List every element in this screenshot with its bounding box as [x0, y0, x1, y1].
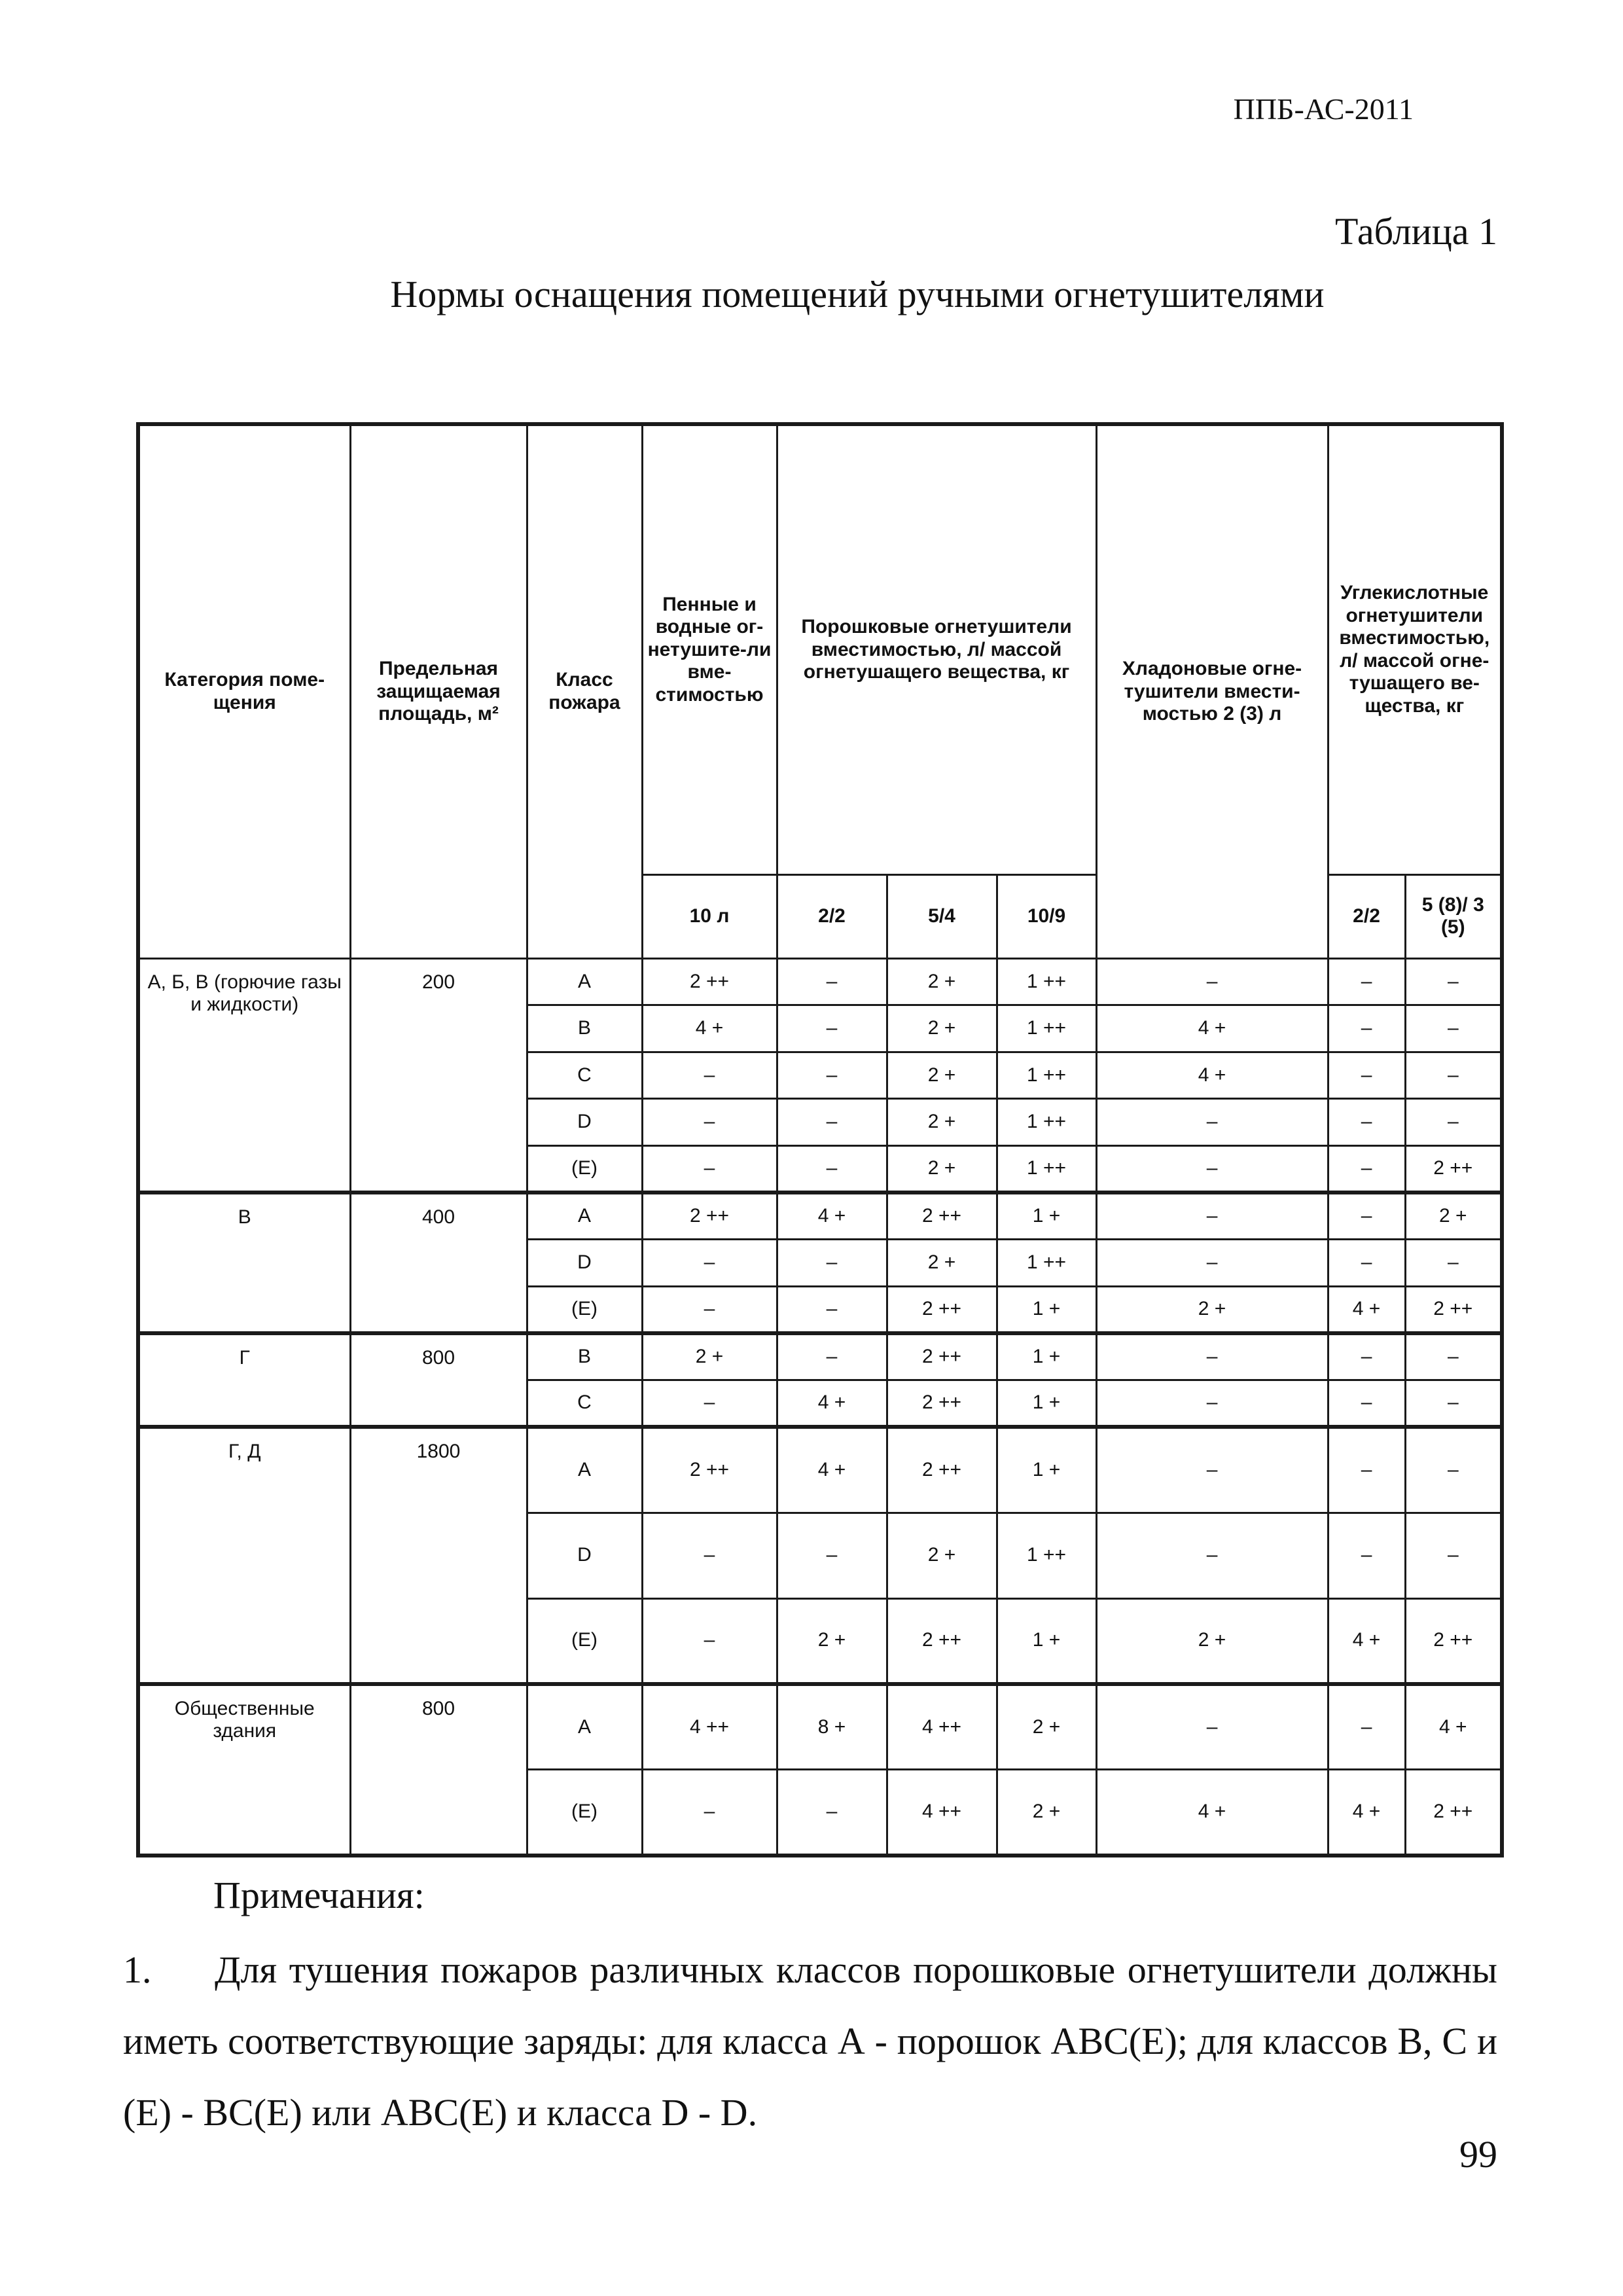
foam-10l-cell: – [642, 1380, 777, 1427]
subheader-co2-2-2: 2/2 [1328, 874, 1405, 958]
co2-2-2-cell: 4 + [1328, 1598, 1405, 1684]
co2-2-2-cell: 4 + [1328, 1286, 1405, 1333]
table-body [138, 958, 1502, 1856]
table-row [138, 1427, 1502, 1513]
powder-10-9-cell: 1 ++ [997, 1052, 1096, 1099]
foam-10l-cell: – [642, 1240, 777, 1287]
subheader-powder-2-2: 2/2 [777, 874, 887, 958]
category-cell: В [138, 1193, 350, 1333]
powder-10-9-cell: 1 ++ [997, 958, 1096, 1005]
header-fire-class: Класс пожара [527, 424, 642, 958]
powder-5-4-cell: 2 + [887, 1240, 997, 1287]
foam-10l-cell: – [642, 1099, 777, 1146]
halon-cell: – [1096, 958, 1328, 1005]
co2-2-2-cell: – [1328, 1380, 1405, 1427]
powder-5-4-cell: 2 ++ [887, 1286, 997, 1333]
table-row [138, 1684, 1502, 1770]
powder-5-4-cell: 2 + [887, 1513, 997, 1598]
powder-10-9-cell: 1 + [997, 1427, 1096, 1513]
foam-10l-cell: – [642, 1145, 777, 1193]
powder-2-2-cell: 4 + [777, 1380, 887, 1427]
area-cell: 800 [350, 1333, 527, 1427]
powder-10-9-cell: 1 + [997, 1333, 1096, 1380]
halon-cell: – [1096, 1240, 1328, 1287]
powder-2-2-cell: – [777, 1333, 887, 1380]
co2-5-8-cell: 2 ++ [1405, 1770, 1502, 1856]
co2-2-2-cell: – [1328, 1145, 1405, 1193]
powder-10-9-cell: 1 + [997, 1286, 1096, 1333]
powder-5-4-cell: 2 + [887, 1052, 997, 1099]
fire-class-cell: (Е) [527, 1770, 642, 1856]
foam-10l-cell: 2 ++ [642, 1193, 777, 1240]
co2-5-8-cell: – [1405, 1099, 1502, 1146]
document-code: ППБ-АС-2011 [1233, 92, 1414, 126]
co2-2-2-cell: 4 + [1328, 1770, 1405, 1856]
category-cell: Г [138, 1333, 350, 1427]
fire-class-cell: (Е) [527, 1598, 642, 1684]
note-number: 1. [123, 1948, 152, 1991]
powder-2-2-cell: – [777, 1513, 887, 1598]
halon-cell: – [1096, 1684, 1328, 1770]
subheader-co2-5-8: 5 (8)/ 3 (5) [1405, 874, 1502, 958]
powder-2-2-cell: – [777, 1770, 887, 1856]
table-number: Таблица 1 [1334, 210, 1497, 253]
table-row [138, 1333, 1502, 1380]
co2-5-8-cell: – [1405, 1333, 1502, 1380]
fire-class-cell: С [527, 1052, 642, 1099]
powder-10-9-cell: 1 ++ [997, 1005, 1096, 1052]
co2-2-2-cell: – [1328, 1052, 1405, 1099]
area-cell: 800 [350, 1684, 527, 1856]
powder-5-4-cell: 4 ++ [887, 1684, 997, 1770]
halon-cell: – [1096, 1145, 1328, 1193]
co2-5-8-cell: – [1405, 1052, 1502, 1099]
header-category: Категория поме-щения [138, 424, 350, 958]
fire-class-cell: А [527, 958, 642, 1005]
co2-2-2-cell: – [1328, 1684, 1405, 1770]
co2-5-8-cell: – [1405, 1240, 1502, 1287]
powder-2-2-cell: 4 + [777, 1427, 887, 1513]
extinguisher-norms-table [136, 422, 1504, 1857]
area-cell: 400 [350, 1193, 527, 1333]
area-cell: 1800 [350, 1427, 527, 1684]
co2-2-2-cell: – [1328, 1513, 1405, 1598]
table-row [138, 1193, 1502, 1240]
note-text: Для тушения пожаров различных классов порошковые огнетушители должны иметь соответствующие заряды: для класса А - порошок АВС(Е); для классов В, С и (Е) - ВС(Е) или АВС(Е) и класса D - D. [123, 1948, 1497, 2134]
category-cell: А, Б, В (горючие газы и жидкости) [138, 958, 350, 1193]
powder-10-9-cell: 1 + [997, 1380, 1096, 1427]
table-row [138, 958, 1502, 1005]
halon-cell: – [1096, 1333, 1328, 1380]
co2-5-8-cell: – [1405, 958, 1502, 1005]
halon-cell: 2 + [1096, 1286, 1328, 1333]
powder-2-2-cell: – [777, 958, 887, 1005]
co2-2-2-cell: – [1328, 1427, 1405, 1513]
powder-2-2-cell: – [777, 1286, 887, 1333]
foam-10l-cell: 4 + [642, 1005, 777, 1052]
fire-class-cell: В [527, 1333, 642, 1380]
fire-class-cell: А [527, 1427, 642, 1513]
powder-2-2-cell: – [777, 1052, 887, 1099]
co2-2-2-cell: – [1328, 1333, 1405, 1380]
fire-class-cell: А [527, 1193, 642, 1240]
fire-class-cell: В [527, 1005, 642, 1052]
fire-class-cell: D [527, 1099, 642, 1146]
powder-5-4-cell: 2 + [887, 1099, 997, 1146]
fire-class-cell: (Е) [527, 1286, 642, 1333]
powder-5-4-cell: 2 + [887, 1145, 997, 1193]
powder-5-4-cell: 2 + [887, 958, 997, 1005]
co2-5-8-cell: – [1405, 1005, 1502, 1052]
halon-cell: 4 + [1096, 1770, 1328, 1856]
powder-2-2-cell: – [777, 1240, 887, 1287]
halon-cell: – [1096, 1193, 1328, 1240]
co2-5-8-cell: 2 ++ [1405, 1598, 1502, 1684]
page-number: 99 [1459, 2133, 1497, 2176]
powder-10-9-cell: 1 + [997, 1193, 1096, 1240]
category-cell: Г, Д [138, 1427, 350, 1684]
powder-10-9-cell: 1 ++ [997, 1145, 1096, 1193]
powder-5-4-cell: 2 ++ [887, 1333, 997, 1380]
co2-2-2-cell: – [1328, 958, 1405, 1005]
powder-10-9-cell: 1 ++ [997, 1240, 1096, 1287]
co2-5-8-cell: – [1405, 1427, 1502, 1513]
powder-5-4-cell: 2 ++ [887, 1427, 997, 1513]
powder-5-4-cell: 2 + [887, 1005, 997, 1052]
co2-5-8-cell: 2 ++ [1405, 1286, 1502, 1333]
category-cell: Общественные здания [138, 1684, 350, 1856]
header-area: Предельная защищаемая площадь, м² [350, 424, 527, 958]
fire-class-cell: D [527, 1240, 642, 1287]
powder-2-2-cell: 4 + [777, 1193, 887, 1240]
powder-2-2-cell: 8 + [777, 1684, 887, 1770]
table-title: Нормы оснащения помещений ручными огнетушителями [390, 273, 1325, 315]
foam-10l-cell: – [642, 1052, 777, 1099]
powder-2-2-cell: – [777, 1099, 887, 1146]
notes-heading: Примечания: [213, 1874, 425, 1916]
co2-5-8-cell: 2 + [1405, 1193, 1502, 1240]
halon-cell: 2 + [1096, 1598, 1328, 1684]
halon-cell: 4 + [1096, 1052, 1328, 1099]
halon-cell: – [1096, 1099, 1328, 1146]
foam-10l-cell: – [642, 1513, 777, 1598]
foam-10l-cell: 4 ++ [642, 1684, 777, 1770]
foam-10l-cell: 2 + [642, 1333, 777, 1380]
subheader-powder-5-4: 5/4 [887, 874, 997, 958]
powder-10-9-cell: 1 + [997, 1598, 1096, 1684]
co2-2-2-cell: – [1328, 1193, 1405, 1240]
powder-10-9-cell: 1 ++ [997, 1513, 1096, 1598]
halon-cell: – [1096, 1380, 1328, 1427]
subheader-powder-10-9: 10/9 [997, 874, 1096, 958]
subheader-foam-10l: 10 л [642, 874, 777, 958]
area-cell: 200 [350, 958, 527, 1193]
foam-10l-cell: – [642, 1598, 777, 1684]
powder-10-9-cell: 2 + [997, 1770, 1096, 1856]
powder-2-2-cell: 2 + [777, 1598, 887, 1684]
foam-10l-cell: – [642, 1286, 777, 1333]
co2-5-8-cell: 4 + [1405, 1684, 1502, 1770]
powder-5-4-cell: 2 ++ [887, 1380, 997, 1427]
powder-2-2-cell: – [777, 1005, 887, 1052]
notes-body [123, 1934, 1497, 2148]
powder-10-9-cell: 1 ++ [997, 1099, 1096, 1146]
header-co2: Углекислотные огнетушители вместимостью, л/ массой огне-тушащего ве-щества, кг [1328, 424, 1502, 874]
co2-2-2-cell: – [1328, 1099, 1405, 1146]
powder-5-4-cell: 2 ++ [887, 1598, 997, 1684]
co2-2-2-cell: – [1328, 1005, 1405, 1052]
foam-10l-cell: 2 ++ [642, 1427, 777, 1513]
co2-5-8-cell: – [1405, 1513, 1502, 1598]
fire-class-cell: (Е) [527, 1145, 642, 1193]
powder-10-9-cell: 2 + [997, 1684, 1096, 1770]
header-powder: Порошковые огнетушители вместимостью, л/ массой огнетушащего вещества, кг [777, 424, 1096, 874]
halon-cell: 4 + [1096, 1005, 1328, 1052]
co2-5-8-cell: – [1405, 1380, 1502, 1427]
fire-class-cell: С [527, 1380, 642, 1427]
powder-5-4-cell: 4 ++ [887, 1770, 997, 1856]
header-foam: Пенные и водные ог-нетушите-ли вме-стимостью [642, 424, 777, 874]
halon-cell: – [1096, 1513, 1328, 1598]
fire-class-cell: D [527, 1513, 642, 1598]
powder-2-2-cell: – [777, 1145, 887, 1193]
header-halon: Хладоновые огне-тушители вмести-мостью 2 (3) л [1096, 424, 1328, 958]
halon-cell: – [1096, 1427, 1328, 1513]
foam-10l-cell: – [642, 1770, 777, 1856]
foam-10l-cell: 2 ++ [642, 958, 777, 1005]
co2-5-8-cell: 2 ++ [1405, 1145, 1502, 1193]
fire-class-cell: А [527, 1684, 642, 1770]
powder-5-4-cell: 2 ++ [887, 1193, 997, 1240]
co2-2-2-cell: – [1328, 1240, 1405, 1287]
